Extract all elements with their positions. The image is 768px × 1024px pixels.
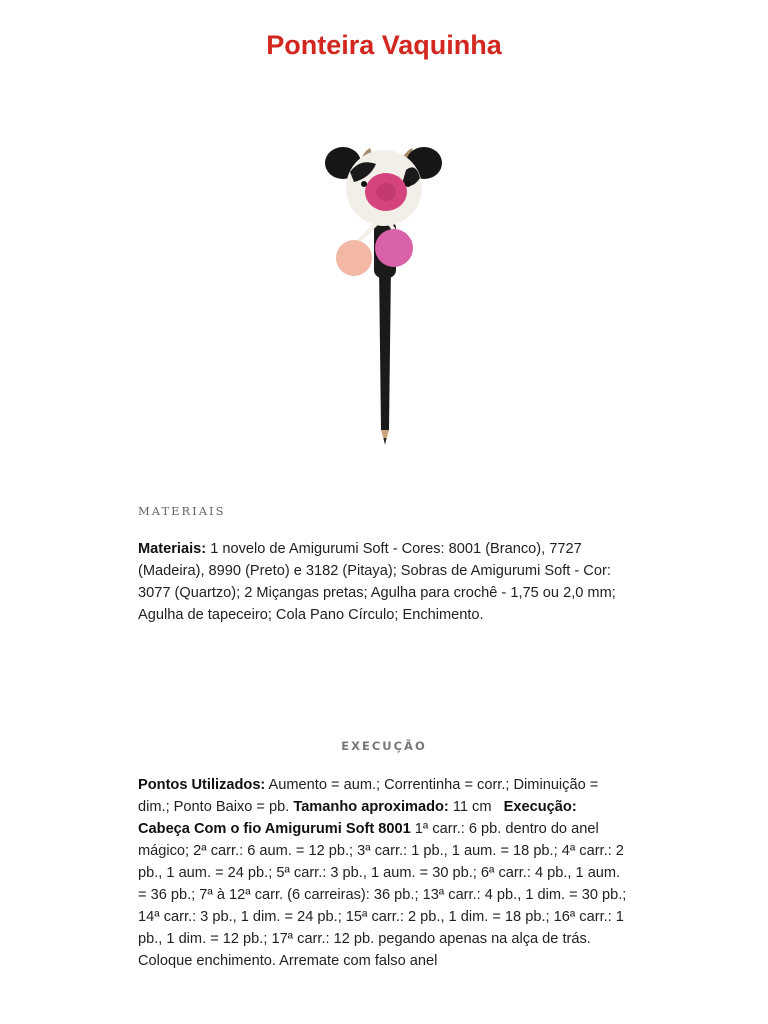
cow-pencil-topper-image — [240, 100, 530, 490]
stitches-text: Aumento = aum.; Correntinha = corr.; Diminuição = dim.; Ponto Baixo = pb. — [138, 777, 599, 815]
stitches-lead: Pontos Utilizados: — [138, 777, 266, 793]
section-label-execution: EXECUÇÃO — [341, 739, 427, 753]
execution-text: 1ª carr.: 6 pb. dentro do anel mágico; 2ª carr.: 6 aum. = 12 pb.; 3ª carr.: 1 pb., 1 aum. = 18 pb.; 4ª carr.: 2 pb., 1 aum. = 24 pb.; 5ª carr.: 3 pb., 1 aum. = 30 pb.; 6ª carr.: 4 pb., 1 aum. = 36 pb.; 7ª à 12ª carr. (6 carreiras): 36 pb.; 13ª carr.: 4 pb., 1 dim. = 30 pb.; 14ª carr.: 3 pb., 1 dim. = 24 pb.; 15ª carr.: 2 pb., 1 dim. = 18 pb.; 16ª carr.: 1 pb., 1 dim. = 12 pb.; 17ª carr.: 12 pb. pegando apenas na alça de trás. Coloque enchimento. Arremate com falso anel — [138, 821, 627, 969]
execution-paragraph — [138, 774, 628, 972]
size-lead: Tamanho aproximado: — [293, 799, 449, 815]
product-photo — [240, 100, 530, 490]
execution-lead: Execução: Cabeça Com o fio Amigurumi Soft 8001 — [138, 799, 577, 837]
section-label-materials: MATERIAIS — [138, 504, 226, 518]
materials-text: 1 novelo de Amigurumi Soft - Cores: 8001 (Branco), 7727 (Madeira), 8990 (Preto) e 3182 (Pitaya); Sobras de Amigurumi Soft - Cor: 3077 (Quartzo); 2 Miçangas pretas; Agulha para crochê - 1,75 ou 2,0 mm; Agulha de tapeceiro; Cola Pano Círculo; Enchimento. — [138, 541, 616, 623]
page-title: Ponteira Vaquinha — [266, 30, 502, 60]
size-text: 11 cm — [448, 799, 504, 815]
materials-paragraph — [138, 538, 628, 626]
materials-lead: Materiais: — [138, 541, 207, 557]
